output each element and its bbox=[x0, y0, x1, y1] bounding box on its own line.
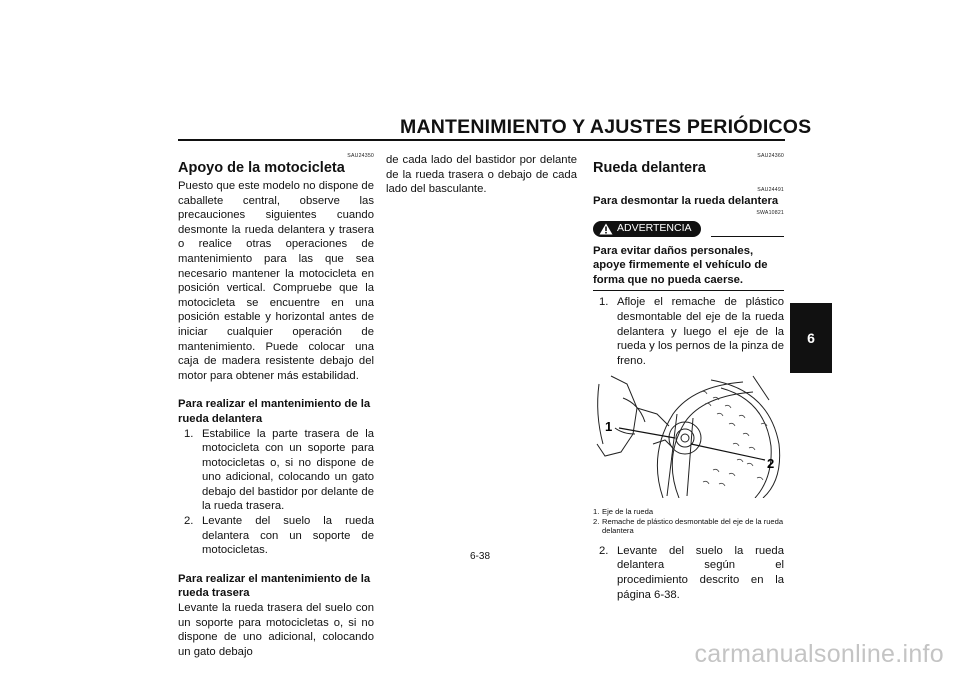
caption-number: 1. bbox=[593, 506, 600, 516]
removal-steps-continued bbox=[593, 544, 784, 602]
step-text: Afloje el remache de plástico desmontable del eje de la rueda delantera y luego el eje de la rueda y los pernos de la pinza de freno. bbox=[617, 296, 784, 367]
step-number: 1. bbox=[184, 427, 194, 440]
caption-text: Eje de la rueda bbox=[602, 506, 654, 516]
warning-banner bbox=[593, 221, 784, 239]
spacer bbox=[178, 558, 374, 572]
step-text: Levante del suelo la rueda delantera según el procedimiento descrito en la página 6-38. bbox=[617, 544, 784, 601]
spacer bbox=[178, 383, 374, 397]
section-title: Rueda delantera bbox=[593, 160, 706, 176]
list-item bbox=[184, 427, 374, 515]
warning-badge bbox=[593, 221, 701, 237]
front-wheel-illustration bbox=[593, 374, 783, 498]
rear-wheel-paragraph: Levante la rueda trasera del suelo con un soporte para motocicletas o, si no dispone de uno adicional, colocando un gato debajo bbox=[178, 602, 374, 658]
chapter-tab-label: 6 bbox=[807, 330, 815, 346]
list-item bbox=[184, 514, 374, 558]
section-code: SWA10821 bbox=[756, 209, 784, 216]
section-code: SAU24491 bbox=[757, 187, 784, 193]
figure-captions bbox=[593, 507, 784, 536]
warning-label: ADVERTENCIA bbox=[617, 222, 692, 235]
section-code: SAU24360 bbox=[757, 153, 784, 159]
warning-rule bbox=[711, 236, 784, 237]
list-item bbox=[599, 295, 784, 368]
section-code: SAU24350 bbox=[347, 153, 374, 159]
step-text: Estabilice la parte trasera de la motocicleta con un soporte para motocicletas o, si no dispone de uno adicional, colocando un gato debajo del bastidor por delante de la rueda trasera. bbox=[202, 427, 374, 513]
list-item bbox=[599, 544, 784, 602]
step-number: 2. bbox=[184, 515, 194, 528]
left-column bbox=[178, 153, 374, 659]
page-number: 6-38 bbox=[469, 551, 490, 562]
middle-column bbox=[386, 153, 577, 197]
step-number: 1. bbox=[599, 296, 609, 309]
figure-callout-2: 2 bbox=[767, 456, 775, 472]
step-number: 2. bbox=[599, 544, 609, 557]
caption-item bbox=[593, 517, 784, 536]
front-wheel-steps bbox=[178, 427, 374, 558]
header-rule bbox=[178, 139, 785, 141]
front-wheel-heading: Para realizar el mantenimiento de la rueda delantera bbox=[178, 398, 371, 425]
intro-paragraph: Puesto que este modelo no dispone de caballete central, observe las precauciones siguientes cuando desmonte la rueda delantera y trasera o realice otras operaciones de mantenimiento para las que sea necesario mantener la motocicleta en posición vertical. Compruebe que la motocicleta se encuentre en una posición estable y horizontal antes de iniciar cualquier operación de mantenimiento. Puede colocar una caja de madera resistente debajo del motor para obtener más estabilidad. bbox=[178, 180, 374, 382]
section-title: Apoyo de la motocicleta bbox=[178, 160, 345, 176]
page-header-title: MANTENIMIENTO Y AJUSTES PERIÓDICOS bbox=[400, 116, 812, 138]
continuation-paragraph: de cada lado del bastidor por delante de la rueda trasera o debajo de cada lado del basculante. bbox=[386, 154, 577, 196]
chapter-tab bbox=[790, 303, 832, 373]
caption-number: 2. bbox=[593, 516, 600, 526]
caption-text: Remache de plástico desmontable del eje de la rueda delantera bbox=[602, 516, 784, 536]
caption-item bbox=[593, 507, 784, 517]
removal-steps bbox=[593, 295, 784, 368]
step-text: Levante del suelo la rueda delantera con un soporte de motocicletas. bbox=[202, 515, 374, 557]
warning-text: Para evitar daños personales, apoye firmemente el vehículo de forma que no pueda caerse. bbox=[593, 244, 784, 292]
warning-triangle-icon bbox=[599, 223, 613, 235]
subheading: Para desmontar la rueda delantera bbox=[593, 195, 779, 207]
figure-callout-1: 1 bbox=[605, 419, 613, 435]
rear-wheel-heading: Para realizar el mantenimiento de la rueda trasera bbox=[178, 572, 371, 600]
watermark: carmanualsonline.info bbox=[694, 640, 944, 668]
right-column bbox=[593, 153, 784, 602]
